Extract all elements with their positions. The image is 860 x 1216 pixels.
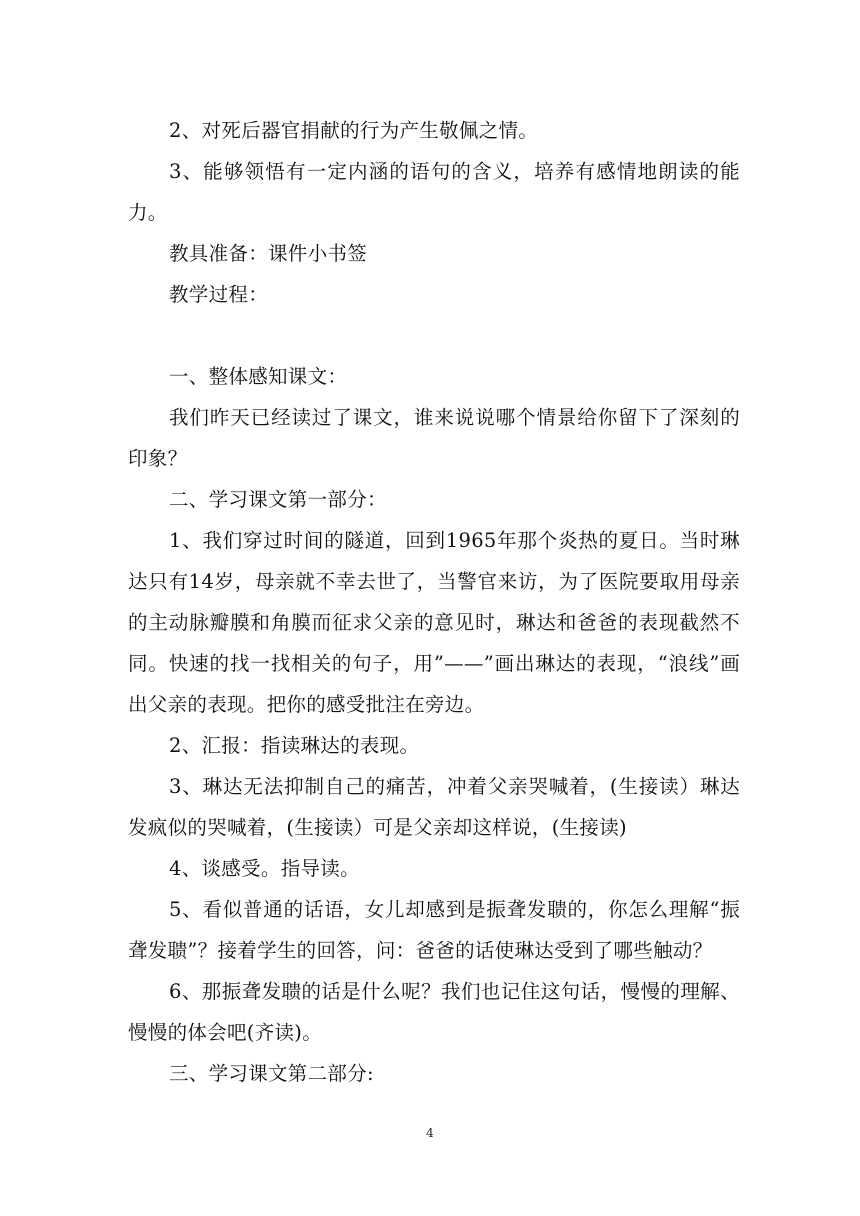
- page-number: 4: [426, 1126, 434, 1140]
- paragraph-intro-question: 我们昨天已经读过了课文，谁来说说哪个情景给你留下了深刻的印象？: [128, 406, 740, 470]
- paragraph-step-2: 2、汇报：指读琳达的表现。: [169, 734, 420, 757]
- paragraph-step-1: 1、我们穿过时间的隧道，回到1965年那个炎热的夏日。当时琳达只有14岁，母亲就不幸去世了，当警官来访，为了医院要取用母亲的主动脉瓣膜和角膜而征求父亲的意见时，琳达和爸爸的表现截然不同。快速的找一找相关的句子，用”——”画出琳达的表现，“浪线”画出父亲的表现。把你的感受批注在旁边。: [128, 529, 740, 716]
- paragraph-step-6: 6、那振聋发聩的话是什么呢？我们也记住这句话，慢慢的理解、慢慢的体会吧(齐读)。: [128, 980, 740, 1044]
- blank-line: [128, 315, 740, 356]
- section-heading-2: 二、学习课文第一部分：: [169, 488, 387, 511]
- paragraph-step-4: 4、谈感受。指导读。: [169, 857, 360, 880]
- section-heading-1: 一、整体感知课文：: [169, 365, 348, 388]
- paragraph-goal-3: 3、能够领悟有一定内涵的语句的含义，培养有感情地朗读的能力。: [128, 160, 740, 224]
- paragraph-teaching-aids: 教具准备：课件小书签: [169, 242, 368, 265]
- paragraph-step-5: 5、看似普通的话语，女儿却感到是振聋发聩的，你怎么理解“振聋发聩”？接着学生的回答，问：爸爸的话使琳达受到了哪些触动？: [128, 898, 740, 962]
- page-content: [128, 110, 740, 1094]
- section-heading-3: 三、学习课文第二部分:: [169, 1062, 374, 1085]
- paragraph-goal-2: 2、对死后器官捐献的行为产生敬佩之情。: [169, 119, 539, 142]
- paragraph-step-3: 3、琳达无法抑制自己的痛苦，冲着父亲哭喊着，(生接读）琳达发疯似的哭喊着，(生接读）可是父亲却这样说，(生接读): [128, 775, 740, 839]
- paragraph-teaching-process: 教学过程：: [169, 283, 269, 306]
